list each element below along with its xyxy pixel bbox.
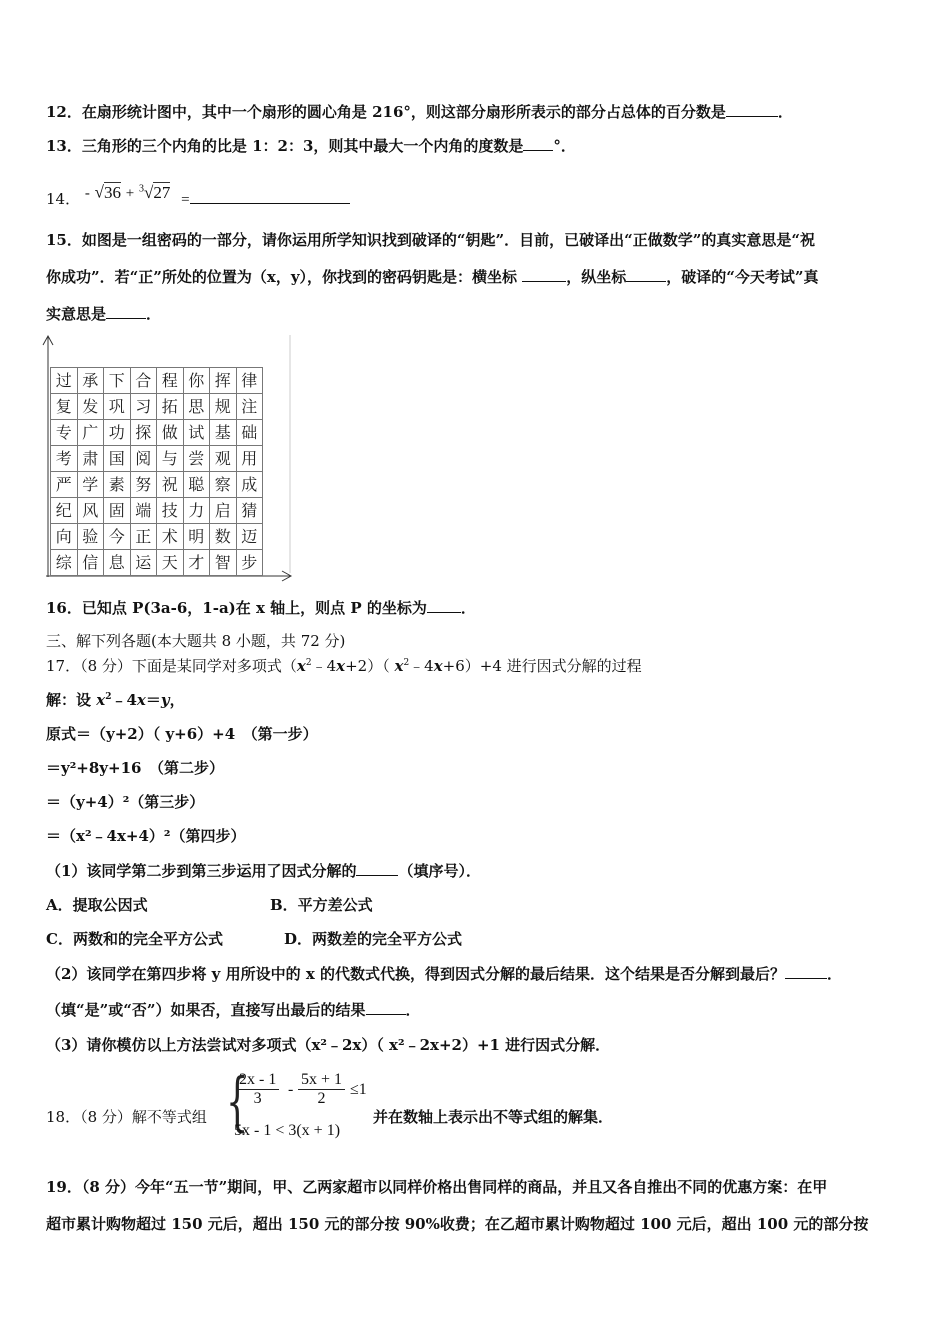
q17-part-2b-end: ． [405,1001,421,1019]
grid-cell: 专 [51,420,78,446]
grid-cell: 迈 [237,524,264,550]
grid-cell: 阅 [131,446,158,472]
grid-cell: 尝 [184,446,211,472]
grid-cell: 注 [237,394,264,420]
grid-cell: 步 [237,550,264,576]
grid-cell: 挥 [210,368,237,394]
grid-cell: 国 [104,446,131,472]
grid-cell: 律 [237,368,264,394]
fraction-1-denominator: 3 [253,1090,262,1107]
q16-answer-blank[interactable] [427,598,461,613]
grid-cell: 端 [131,498,158,524]
q18-le: ≤1 [350,1081,367,1098]
q17-head-i: +6）+4 进行因式分解的过程 [442,657,642,675]
grid-cell: 努 [131,472,158,498]
grid-cell: 成 [237,472,264,498]
grid-cell: 严 [51,472,78,498]
question-12 [46,102,793,122]
q17-head-x3: x [394,657,404,675]
q17-head-g: ﹣4 [409,657,434,675]
grid-cell: 复 [51,394,78,420]
grid-cell: 素 [104,472,131,498]
q19-line-1: 19．（8 分）今年“五一节”期间，甲、乙两家超市以同样价格出售同样的商品，并且又各自推出不同的优惠方案：在甲 [46,1178,828,1196]
q14-number: 14． [46,189,81,208]
q17-sol-comma: ， [169,691,185,709]
q17-sol-y: y [160,691,170,709]
q17-head-x4: x [433,657,443,675]
grid-row [51,446,263,472]
grid-cell: 信 [78,550,105,576]
grid-cell: 固 [104,498,131,524]
grid-cell: 猜 [237,498,264,524]
q14-answer-blank[interactable] [190,189,350,204]
fraction-2-numerator: 5x + 1 [298,1071,345,1090]
grid-cell: 技 [157,498,184,524]
grid-cell: 合 [131,368,158,394]
grid-cell: 风 [78,498,105,524]
grid-cell: 发 [78,394,105,420]
q17-step-4: ＝（x²﹣4x+4）²（第四步） [46,827,246,845]
q12-end: ． [777,103,793,121]
left-brace: { [226,1065,249,1139]
grid-row [51,368,263,394]
grid-cell: 巩 [104,394,131,420]
grid-cell: 向 [51,524,78,550]
grid-cell: 明 [184,524,211,550]
q17-part-2-blank[interactable] [785,964,827,979]
q17-sol-x: x [96,691,106,709]
fraction-1-numerator: 2x - 1 [236,1071,279,1090]
q17-sol-x2: x [136,691,146,709]
grid-cell: 功 [104,420,131,446]
q17-head-c: ﹣4 [311,657,337,675]
cipher-grid [50,367,263,576]
grid-cell: 思 [184,394,211,420]
grid-cell: 探 [131,420,158,446]
q17-part-3: （3）请你模仿以上方法尝试对多项式（x²﹣2x）（ x²﹣2x+2）+1 进行因式分解． [46,1036,611,1054]
q19-line-2: 超市累计购物超过 150 元后，超出 150 元的部分按 90%收费；在乙超市累计购物超过 100 元后，超出 100 元的部分按 [46,1215,869,1233]
grid-row [51,394,263,420]
q17-sol-a: 解：设 [46,691,97,709]
q17-head-a: 17．（8 分）下面是某同学对多项式（ [46,657,297,675]
grid-cell: 承 [78,368,105,394]
grid-cell: 肃 [78,446,105,472]
grid-row [51,420,263,446]
q17-part-2-text: （2）该同学在第四步将 y 用所设中的 x 的代数式代换，得到因式分解的最后结果．这个结果是否分解到最后？ [46,965,785,983]
radicand-27: 27 [153,182,171,202]
q14-equals: = [181,191,190,208]
q17-part-2b-text: （填“是”或“否”）如果否，直接写出最后的结果 [46,1001,366,1019]
q17-heading: 17．（8 分）下面是某同学对多项式$(x^2﹣4x+2)$（ $x^2﹣4x+6)+4$ 进行因式分解的过程 [46,657,642,675]
grid-cell: 习 [131,394,158,420]
grid-cell: 学 [78,472,105,498]
q17-sol-c: ﹣4 [111,691,137,709]
q12-number: 12． [46,103,82,121]
q17-part-2 [46,964,842,984]
grid-cell: 试 [184,420,211,446]
cbrt-27: $^3$√27 [139,182,171,202]
q17-part-1-text: （1）该同学第二步到第三步运用了因式分解的 [46,862,357,880]
q17-head-x2: x [336,657,346,675]
q17-part-1 [46,861,481,881]
grid-cell: 息 [104,550,131,576]
grid-cell: 聪 [184,472,211,498]
grid-row [51,524,263,550]
grid-cell: 考 [51,446,78,472]
q18-suffix: 并在数轴上表示出不等式组的解集． [373,1108,614,1126]
q17-step-3: ＝（y+4）²（第三步） [46,793,205,811]
grid-cell: 数 [210,524,237,550]
q17-step-1: 原式＝（y+2）（ y+6）+4 （第一步） [46,725,318,743]
q18-prefix: 18．（8 分）解不等式组 [46,1108,207,1126]
q17-sol-eq: ＝ [145,691,161,709]
q15-y-blank[interactable] [626,267,666,282]
grid-cell: 正 [131,524,158,550]
q15-line-2a: 你成功”．若“正”所处的位置为（x，y），你找到的密码钥匙是：横坐标 [46,268,523,286]
grid-cell: 础 [237,420,264,446]
fraction-2-denominator: 2 [317,1090,326,1107]
grid-cell: 你 [184,368,211,394]
grid-cell: 下 [104,368,131,394]
q17-part-2b-blank[interactable] [366,1000,406,1015]
grid-cell: 规 [210,394,237,420]
question-14 [46,176,350,207]
q17-option-b[interactable]: B．平方差公式 [270,896,373,914]
q17-head-e: +2）（ [345,657,395,675]
q15-line-2c: ，破译的“今天考试”真 [666,268,819,286]
grid-cell: 才 [184,550,211,576]
grid-cell: 综 [51,550,78,576]
q14-plus: + [125,185,135,202]
fraction-2 [298,1071,345,1108]
q13-text: 三角形的三个内角的比是 1：2：3，则其中最大一个内角的度数是 [81,137,524,155]
q15-end: ． [146,305,162,323]
q16-text: 已知点 P(3a-6，1-a)在 x 轴上，则点 P 的坐标为 [81,599,427,617]
q15-line-3-text: 实意思是 [46,305,107,323]
grid-cell: 广 [78,420,105,446]
q17-option-c[interactable]: C．两数和的完全平方公式 [46,930,223,948]
grid-cell: 祝 [157,472,184,498]
q17-option-d[interactable]: D．两数差的完全平方公式 [284,930,463,948]
q17-part-1-blank[interactable] [356,861,398,876]
q17-option-a[interactable]: A．提取公因式 [46,896,148,914]
section-3-heading: 三、解下列各题(本大题共 8 小题，共 72 分) [46,632,346,650]
q16-number: 16． [46,599,82,617]
grid-cell: 今 [104,524,131,550]
q13-answer-blank[interactable] [523,136,553,151]
grid-cell: 程 [157,368,184,394]
grid-row [51,550,263,576]
radicand-36: 36 [104,182,121,202]
q14-minus: - [84,185,90,202]
grid-cell: 过 [51,368,78,394]
q15-line-1: 15．如图是一组密码的一部分，请你运用所学知识找到破译的“钥匙”．目前，已破译出“正做数学”的真实意思是“祝 [46,231,816,249]
q17-part-1-end: （填序号）． [398,862,481,880]
grid-cell: 验 [78,524,105,550]
grid-cell: 纪 [51,498,78,524]
fraction-1 [236,1071,279,1108]
q15-line-3 [46,304,161,324]
q15-meaning-blank[interactable] [106,304,146,319]
q16-end: ． [460,599,476,617]
q12-text: 在扇形统计图中，其中一个扇形的圆心角是 216°，则这部分扇形所表示的部分占总体的百分数是 [81,103,726,121]
grid-cell: 术 [157,524,184,550]
grid-cell: 拓 [157,394,184,420]
grid-cell: 基 [210,420,237,446]
grid-cell: 天 [157,550,184,576]
grid-cell: 启 [210,498,237,524]
grid-cell: 用 [237,446,264,472]
grid-cell: 智 [210,550,237,576]
grid-cell: 与 [157,446,184,472]
q18-minus: - [288,1081,294,1098]
question-16 [46,598,476,618]
q15-x-blank[interactable] [522,267,566,282]
grid-cell: 做 [157,420,184,446]
q17-step-2: ＝y²+8y+16 （第二步） [46,759,224,777]
q17-solution-intro: 解：设 $x^2﹣4x=y$， [46,691,185,709]
q15-line-2b: ，纵坐标 [566,268,627,286]
q17-head-x1: x [296,657,306,675]
question-13 [46,136,576,156]
grid-cell: 察 [210,472,237,498]
grid-cell: 力 [184,498,211,524]
grid-cell: 运 [131,550,158,576]
q13-end: °． [553,137,576,155]
q17-part-2-end: ． [827,965,843,983]
sqrt-36: √36 [94,182,121,202]
q15-line-2 [46,267,819,287]
q17-part-2b [46,1000,421,1020]
q12-answer-blank[interactable] [726,102,778,117]
root-index: 3 [139,183,145,194]
q18-inequality-2: 5x - 1 < 3(x + 1) [234,1122,341,1139]
grid-row [51,472,263,498]
q13-number: 13． [46,137,82,155]
grid-row [51,498,263,524]
grid-cell: 观 [210,446,237,472]
